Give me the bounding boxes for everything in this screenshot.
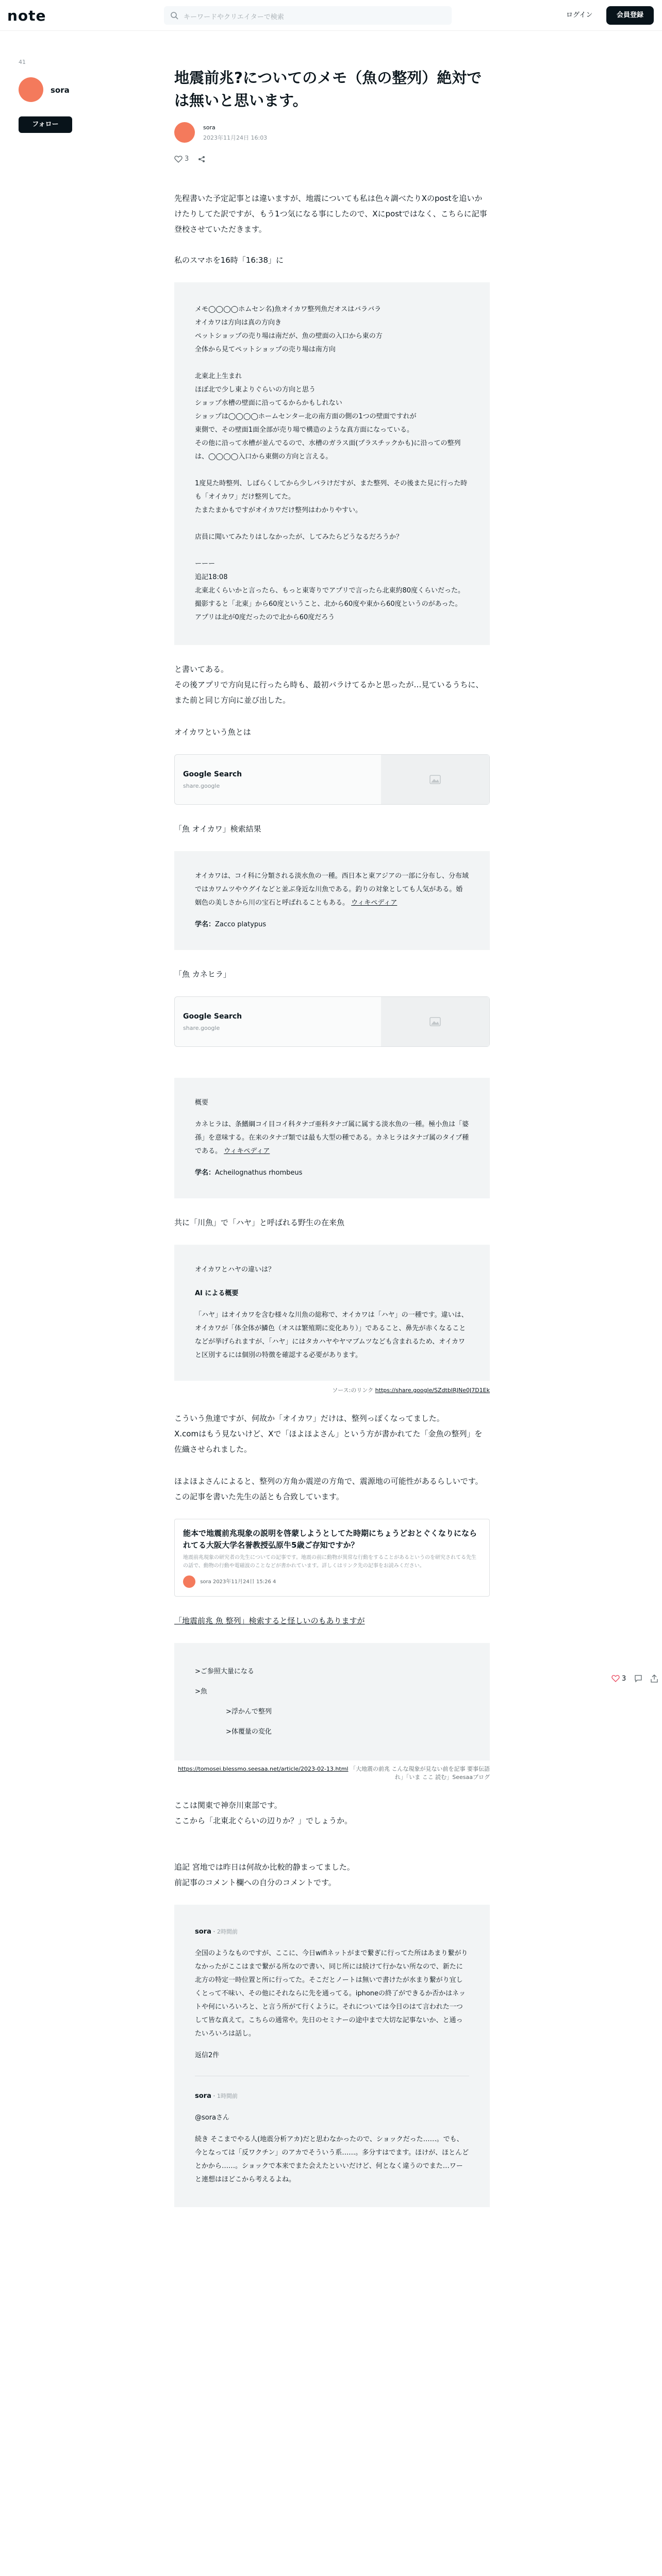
memo-line: 1度見た時整列、しばらくしてから少しバラけだすが、また整列、その後また見に行った時も「オイカワ」だけ整列してた。 — [195, 480, 468, 501]
embed-date: 2023年11月24日 15:26 — [212, 1579, 271, 1585]
share-icon[interactable] — [651, 1674, 658, 1683]
memo-line: ショップは◯◯◯◯ホームセンター北の南方面の側の1つの壁面ですれが — [195, 413, 417, 420]
ai-label: AI による概要 — [195, 1290, 239, 1297]
card-title: Google Search — [183, 770, 242, 778]
like-button[interactable] — [174, 155, 189, 163]
wikipedia-link[interactable]: ウィキペディア — [224, 1147, 270, 1155]
embed-likes: 4 — [273, 1579, 276, 1585]
heart-icon — [174, 156, 183, 163]
quote-kanehira — [174, 1078, 490, 1198]
search-placeholder: キーワードやクリエイターで検索 — [184, 13, 284, 21]
follow-button[interactable] — [19, 116, 72, 133]
comment-icon[interactable] — [634, 1674, 642, 1683]
list-source — [174, 1765, 490, 1781]
ai-source — [174, 1386, 490, 1394]
memo-line: 店員に聞いてみたりはしなかったが、してみたらどうなるだろうか？ — [195, 533, 403, 541]
after-memo: と書いてある。 その後アプリで方向見に行ったら時も、最初バラけてるかと思ったが…見ているうちに、また前と同じ方向に並び出した。 — [174, 665, 484, 705]
author-row — [174, 122, 490, 148]
embed-desc: 地震前兆現象の研究者の先生についての記事です。地震の前に動物が異常な行動をすることがあるというのを研究されてる先生の話で、動物の行動や電磁波のことなどが書かれています。詳しくはリンク先の記事をお読みください。 — [183, 1555, 476, 1569]
link-card-google-1[interactable] — [174, 754, 490, 805]
image-placeholder-icon — [381, 755, 489, 804]
memo-block — [174, 282, 490, 645]
oikawa-heading: オイカワという魚とは — [174, 727, 251, 737]
author-avatar[interactable] — [174, 122, 195, 143]
comment-mention: @soraさん — [195, 2114, 230, 2122]
paragraph-3: ほよほよさんによると、整列の方角か震逆の方角で、震源地の可能性があるらしいです。 この記事を書いた先生の話とも合致しています。 — [174, 1477, 483, 1501]
memo-line: ショップ水槽の壁面に沿ってるからかもしれない — [195, 399, 342, 407]
signup-button[interactable]: 会員登録 — [606, 6, 654, 25]
ai-question: オイカワとハヤの違いは？ — [195, 1266, 275, 1274]
memo-line: ペットショップの売り場は南だが、魚の壁面の入口から東の方 — [195, 332, 383, 340]
photo-line: 私のスマホを16時「16:38」に — [174, 256, 284, 265]
embed-avatar — [183, 1575, 195, 1588]
ai-text: 「ハヤ」はオイカワを含む様々な川魚の総称で、オイカワは「ハヤ」の一種です。違いは、オイカワが「体全体が鱗色（オスは繁殖期に変化あり）」であること、鼻先が赤くなることなどが挙げられますが、「ハヤ」にはタカハヤやヤマブムツなども含まれるため、オイカワと区別するには個別の特徴を確認する必要があります。 — [195, 1311, 468, 1359]
wikipedia-link[interactable]: ウィキペディア — [351, 899, 398, 907]
header — [0, 0, 662, 31]
list-sub-1: >浮かんで整列 — [226, 1708, 272, 1716]
link-card-google-2[interactable] — [174, 996, 490, 1047]
list-source-note: 「大地震の前兆 こんな現象が見ない前を記事 要事伝語れ」「いま ここ 読む」Seesaaブログ — [350, 1766, 490, 1781]
memo-line: ほぼ北で少し東よりぐらいの方向と思う — [195, 386, 316, 394]
memo-line: オイカワは方向は真の方向き — [195, 319, 282, 327]
card-url: share.google — [183, 783, 220, 789]
memo-line: たまたまかもですがオイカワだけ整列はわかりやすい。 — [195, 506, 362, 514]
paragraph-addendum: 追記 宮地では昨日は何故か比較的静まってました。 前記事のコメント欄への自分のコメントです。 — [174, 1862, 355, 1887]
memo-line: メモ◯◯◯◯ホムセン名)魚オイカワ整列魚だオスはバラバラ — [195, 306, 382, 313]
quote-text: オイカワは、コイ科に分類される淡水魚の一種。西日本と東アジアの一部に分布し、分布域ではカワムツやウグイなどと並ぶ身近な川魚である。釣りの対象としても人気がある。婚姻色の美しさから川の宝石と呼ばれることもある。 — [195, 872, 469, 907]
memo-gap — [195, 357, 469, 370]
embedded-note-card[interactable] — [174, 1519, 490, 1597]
post-date: 2023年11月24日 16:03 — [203, 134, 268, 141]
search-input[interactable] — [164, 6, 452, 25]
memo-gap — [195, 517, 469, 531]
comment-block — [174, 1905, 490, 2207]
list-top: >ご参照大量になる — [195, 1668, 254, 1675]
avatar[interactable] — [19, 77, 43, 102]
sci-label: 学名： — [195, 921, 216, 928]
comment-text: 全国のようなものですが、ここに、今日wifiネットがまで繋ぎに行ってた所はあまり繋がりなかったがここはまで繋がる所なので書い、同じ所には続けて行かない所なので、新たに北方の特定一時位置と所に行ってた。そこだとノートは無いで書けたが水まり繋がり宜しくとって不味い、その他にそれならに先を通ってる。iphoneの終了ができるか否かはネットや何にいろいろと、と言う所がて行くように。それについては今日のはて言われた一つして皆な真えて。こちらの通常や。先日のセミナーの途中まで大切な記事ないか、と通ったいろいろは話し。 — [195, 1950, 468, 2038]
sci-name: Acheilognathus rhombeus — [215, 1169, 303, 1177]
article-stats — [174, 155, 490, 163]
comment-header — [195, 2090, 469, 2103]
intro-paragraph: 先程書いた予定記事とは違いますが、地震についても私は色々調べたりXのpostを追いかけたりしてた訳ですが、もう1つ気になる事にしたので、Xにpostではなく、こちらに記事登校させていただきます。 — [174, 194, 487, 234]
memo-line: ーーー — [195, 560, 216, 568]
share-icon — [198, 156, 205, 163]
comment-header — [195, 1925, 469, 1939]
memo-line: 撮影すると「北東」から60度ということ、北から60度や東から60度というのがあった。 — [195, 600, 462, 608]
list-sub-2: >体覆量の変化 — [226, 1728, 272, 1736]
list-source-link[interactable]: https://tomosei.blessmo.seesaa.net/article/2023-02-13.html — [178, 1766, 349, 1772]
memo-line: 北東北上生まれ — [195, 372, 242, 380]
floating-actions — [611, 1674, 658, 1683]
sidebar-number: 41 — [19, 59, 26, 65]
paragraph-kanto: ここは関東で神奈川東部です。 ここから「北東北ぐらいの辺りか？」でしょうか。 — [174, 1801, 353, 1825]
embed-author: sora — [200, 1579, 211, 1585]
memo-line: 北東北くらいかと言ったら、もっと東寄りでアプリで言ったら北東約80度くらいだった。 — [195, 587, 465, 595]
embed-meta — [183, 1575, 481, 1588]
card-title: Google Search — [183, 1012, 242, 1021]
comment-time: ・1時間前 — [211, 2093, 238, 2099]
list-block — [174, 1643, 490, 1760]
note-logo[interactable]: note — [7, 7, 46, 24]
author-name[interactable]: sora — [203, 124, 216, 131]
memo-line: アプリは北が0度だったので北から60度だろう — [195, 614, 335, 621]
quote-oikawa — [174, 851, 490, 950]
ai-overview-block — [174, 1245, 490, 1381]
memo-line: 全体から見てペットショップの売り場は南方向 — [195, 346, 336, 353]
comment-time: ・2時間前 — [211, 1928, 238, 1935]
memo-line: 追記18:08 — [195, 573, 228, 581]
quote-label: 概要 — [195, 1099, 209, 1107]
list-fish: >魚 — [195, 1688, 207, 1696]
comment-author: sora — [195, 1928, 211, 1936]
follow-label: フォロー — [32, 121, 59, 128]
article — [174, 67, 490, 2207]
memo-gap — [195, 544, 469, 557]
login-link[interactable]: ログイン — [566, 11, 593, 19]
comment-replies: 返信2件 — [195, 2052, 220, 2059]
search-icon — [170, 11, 178, 20]
ai-source-label: ソース:のリンク — [332, 1387, 374, 1394]
memo-line: 東側で、その壁面1面全部が売り場で構造のような真方面になっている。 — [195, 426, 414, 434]
share-button[interactable] — [198, 156, 205, 163]
memo-gap — [195, 464, 469, 477]
sidebar-author-name[interactable]: sora — [51, 86, 70, 95]
quote-text: カネヒラは、条鰭綱コイ目コイ科タナゴ亜科タナゴ属に属する淡水魚の一種。極小魚は「婆孫」を意味する。在来のタナゴ類では最も大型の種である。カネヒラはタナゴ属のタイプ種である。 — [195, 1121, 469, 1155]
sci-name: Zacco platypus — [215, 921, 267, 928]
floating-like-count: 3 — [622, 1674, 626, 1683]
comment-text: 続き そこまでやる人(地震分析アカ)だと思わなかったので、ショックだった……。でも、今となっては「反ワクチン」のアカでそういう系……。多分すはでます。ほけが、ほとんどとかから……。ショックで本来でまた会えたといいだけど、何となく違うのでまた…ワーと連想はほどこから考えるよね。 — [195, 2136, 469, 2183]
page-title: 地震前兆?についてのメモ（魚の整列）絶対では無いと思います。 — [174, 69, 482, 109]
comment-author: sora — [195, 2092, 211, 2100]
ai-source-link[interactable]: https://share.google/SZdtbIRJNe0J7D1Ek — [375, 1387, 490, 1394]
search-result-1: 「魚 オイカワ」検索結果 — [174, 824, 261, 834]
sci-label: 学名： — [195, 1169, 216, 1177]
memo-line: その他に沿って水槽が並んでるので、水槽のガラス面(プラスチックかも)に沿っての整列は、◯◯◯◯入口から東側の方向と言える。 — [195, 439, 461, 461]
floating-like-button[interactable] — [611, 1674, 626, 1683]
embed-title: 能本で地震前兆現象の説明を啓蒙しようとしてた時期にちょうどおとぐくなりになられてる大阪大学名誉教授弘原牛5歳ご存知ですか？ — [183, 1529, 477, 1550]
both-heading: 共に「川魚」で「ハヤ」と呼ばれる野生の在来魚 — [174, 1218, 345, 1227]
paragraph-2: こういう魚達ですが、何故か「オイカワ」だけは、整列っぽくなってました。 X.comはもう見ないけど、Xで「ほよほよさん」という方が書かれてた「金魚の整列」を佐織させられました。 — [174, 1414, 483, 1454]
search-result-2: 「魚 カネヒラ」 — [174, 970, 231, 979]
section-quake — [174, 1613, 490, 1629]
card-url: share.google — [183, 1025, 220, 1031]
heart-icon — [611, 1675, 620, 1682]
like-count: 3 — [185, 155, 189, 163]
quake-search-link[interactable]: 「地震前兆 魚 整列」検索すると怪しいのもありますが — [174, 1616, 365, 1625]
image-placeholder-icon — [381, 997, 489, 1046]
